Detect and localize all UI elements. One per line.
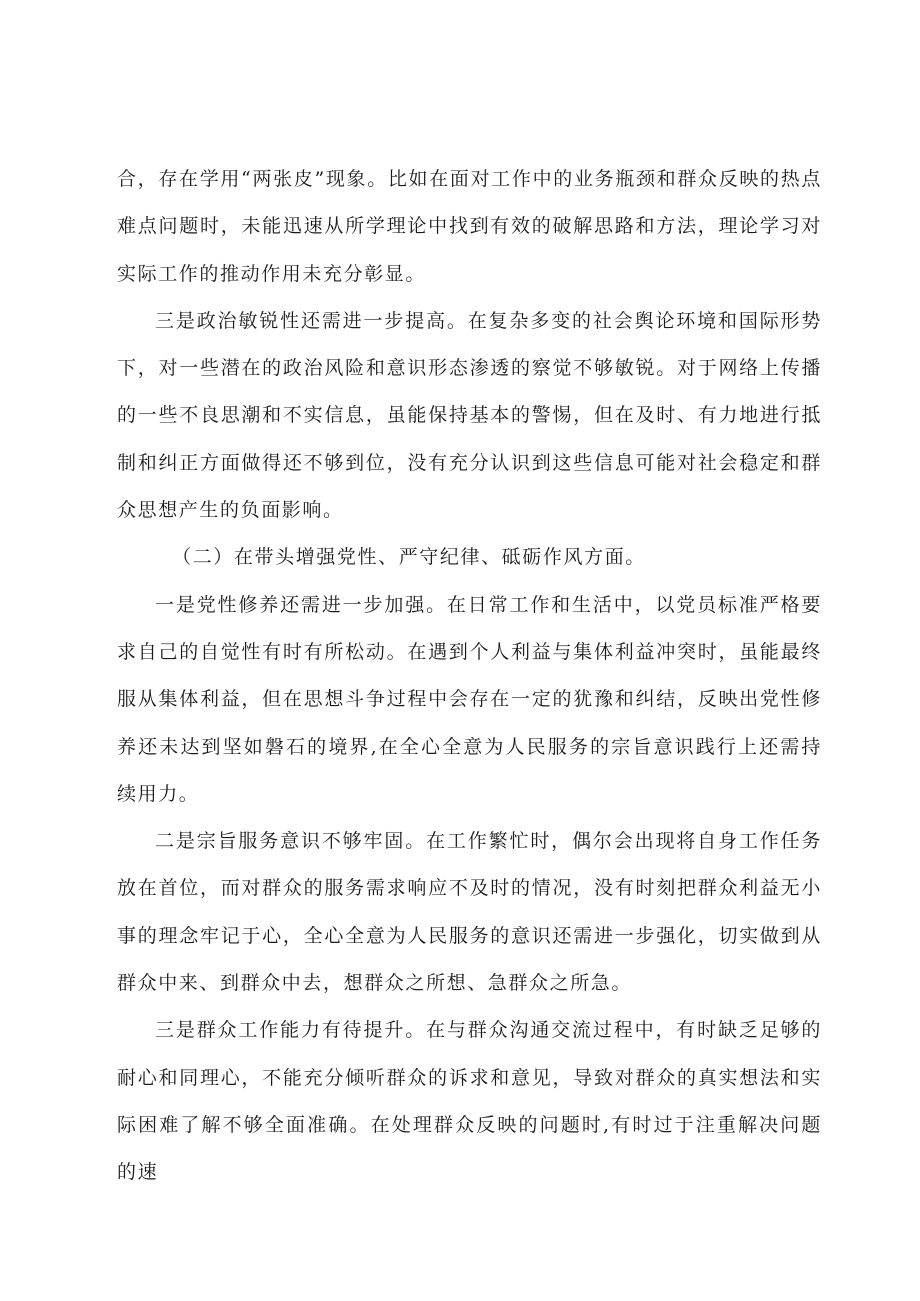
paragraph-political-sensitivity: 三是政治敏锐性还需进一步提高。在复杂多变的社会舆论环境和国际形势下，对一些潜在的政治风险和意识形态渗透的察觉不够敏锐。对于网络上传播的一些不良思潮和不实信息，虽能保持基本的警惕，但在及时、有力地进行抵制和纠正方面做得还不够到位，没有充分认识到这些信息可能对社会稳定和群众思想产生的负面影响。 xyxy=(117,309,822,522)
section-heading-party-spirit: （二）在带头增强党性、严守纪律、砥砺作风方面。 xyxy=(172,546,646,569)
paragraph-service-awareness: 二是宗旨服务意识不够牢固。在工作繁忙时，偶尔会出现将自身工作任务放在首位，而对群众的服务需求响应不及时的情况，没有时刻把群众利益无小事的理念牢记于心，全心全意为人民服务的意识还需进一步强化，切实做到从群众中来、到群众中去，想群众之所想、急群众之所急。 xyxy=(117,830,822,995)
document-body xyxy=(117,156,822,1197)
paragraph-mass-work-ability: 三是群众工作能力有待提升。在与群众沟通交流过程中，有时缺乏足够的耐心和同理心，不能充分倾听群众的诉求和意见，导致对群众的真实想法和实际困难了解不够全面准确。在处理群众反映的问题时,有时过于注重解决问题的速 xyxy=(117,1019,822,1184)
paragraph-continuation: 合，存在学用“两张皮”现象。比如在面对工作中的业务瓶颈和群众反映的热点难点问题时，未能迅速从所学理论中找到有效的破解思路和方法，理论学习对实际工作的推动作用未充分彰显。 xyxy=(117,168,822,285)
paragraph-party-cultivation: 一是党性修养还需进一步加强。在日常工作和生活中，以党员标准严格要求自己的自觉性有时有所松动。在遇到个人利益与集体利益冲突时，虽能最终服从集体利益，但在思想斗争过程中会存在一定的犹豫和纠结，反映出党性修养还未达到坚如磐石的境界,在全心全意为人民服务的宗旨意识践行上还需持续用力。 xyxy=(117,593,822,805)
